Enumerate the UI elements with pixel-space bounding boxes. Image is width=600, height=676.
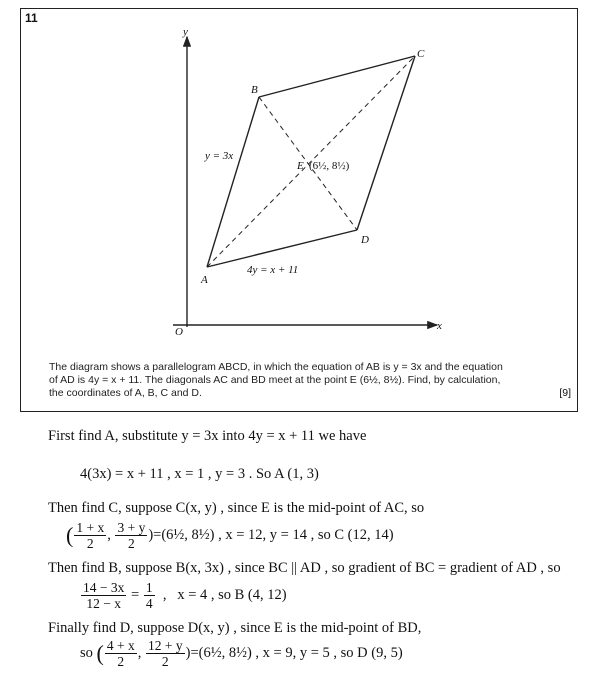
fraction: $\frac{1 + x}{2}$ xyxy=(76,520,105,551)
step2-result: )=(6½, 8½) , x = 12, y = 14 , so C (12, 14) xyxy=(148,526,394,543)
question-text-line-2: of AD is 4y = x + 11. The diagonals AC and BD meet at the point E (6½, 8½). Find, by calculation, xyxy=(49,374,501,386)
step4-intro: Finally find D, suppose D(x, y) , since E is the mid-point of BD, xyxy=(48,620,422,636)
label-B: B xyxy=(251,84,258,96)
label-line-AB: y = 3x xyxy=(205,150,234,162)
label-A: A xyxy=(201,274,208,286)
question-text xyxy=(49,361,569,400)
label-E-coords: (6½, 8½) xyxy=(309,160,350,172)
label-line-AD: 4y = x + 11 xyxy=(247,264,299,276)
step1-work: 4(3x) = x + 11 , x = 1 , y = 3 . So A (1, 3) xyxy=(80,466,319,482)
question-text-line-1: The diagram shows a parallelogram ABCD, in which the equation of AB is y = 3x and the equation xyxy=(49,361,503,373)
step4-result: )=(6½, 8½) , x = 9, y = 5 , so D (9, 5) xyxy=(185,644,403,661)
step3-intro: Then find B, suppose B(x, 3x) , since BC || AD , so gradient of BC = gradient of AD , so xyxy=(48,560,561,576)
step1-intro: First find A, substitute y = 3x into 4y = x + 11 we have xyxy=(48,428,367,444)
fraction: $\frac{14 - 3x}{12 - x}$ xyxy=(83,580,125,611)
label-C: C xyxy=(417,48,425,60)
question-text-line-3: the coordinates of A, B, C and D. xyxy=(49,387,202,399)
side-CD xyxy=(357,56,415,230)
parallelogram-diagram xyxy=(21,9,577,359)
step4-work: so ( $\frac{4 + x}{2}$ , $\frac{12 + y}{2}$ )=(6½, 8½) , x = 9, y = 5 , so D (9, 5) xyxy=(80,638,403,669)
y-axis-label: y xyxy=(183,26,188,38)
side-AD xyxy=(207,230,357,267)
fraction: $\frac{1}{4}$ xyxy=(145,580,153,611)
question-number: 11 xyxy=(25,11,38,25)
side-AB xyxy=(207,97,259,267)
question-marks: [9] xyxy=(559,387,571,399)
step2-work: ( $\frac{1 + x}{2}$ , $\frac{3 + y}{2}$ )=(6½, 8½) , x = 12, y = 14 , so C (12, 14) xyxy=(66,520,394,551)
step3-result: x = 4 , so B (4, 12) xyxy=(177,586,287,603)
step3-work: $\frac{14 - 3x}{12 - x}$ = $\frac{1}{4}$ , x = 4 , so B (4, 12) xyxy=(83,580,287,611)
question-box xyxy=(20,8,578,412)
step2-intro: Then find C, suppose C(x, y) , since E is the mid-point of AC, so xyxy=(48,500,425,516)
x-axis-label: x xyxy=(437,320,442,332)
origin-label: O xyxy=(175,326,183,338)
fraction: $\frac{4 + x}{2}$ xyxy=(106,638,135,669)
fraction: $\frac{3 + y}{2}$ xyxy=(117,520,146,551)
fraction: $\frac{12 + y}{2}$ xyxy=(147,638,183,669)
label-D: D xyxy=(361,234,369,246)
label-E: E xyxy=(297,160,304,172)
side-BC xyxy=(259,56,415,97)
